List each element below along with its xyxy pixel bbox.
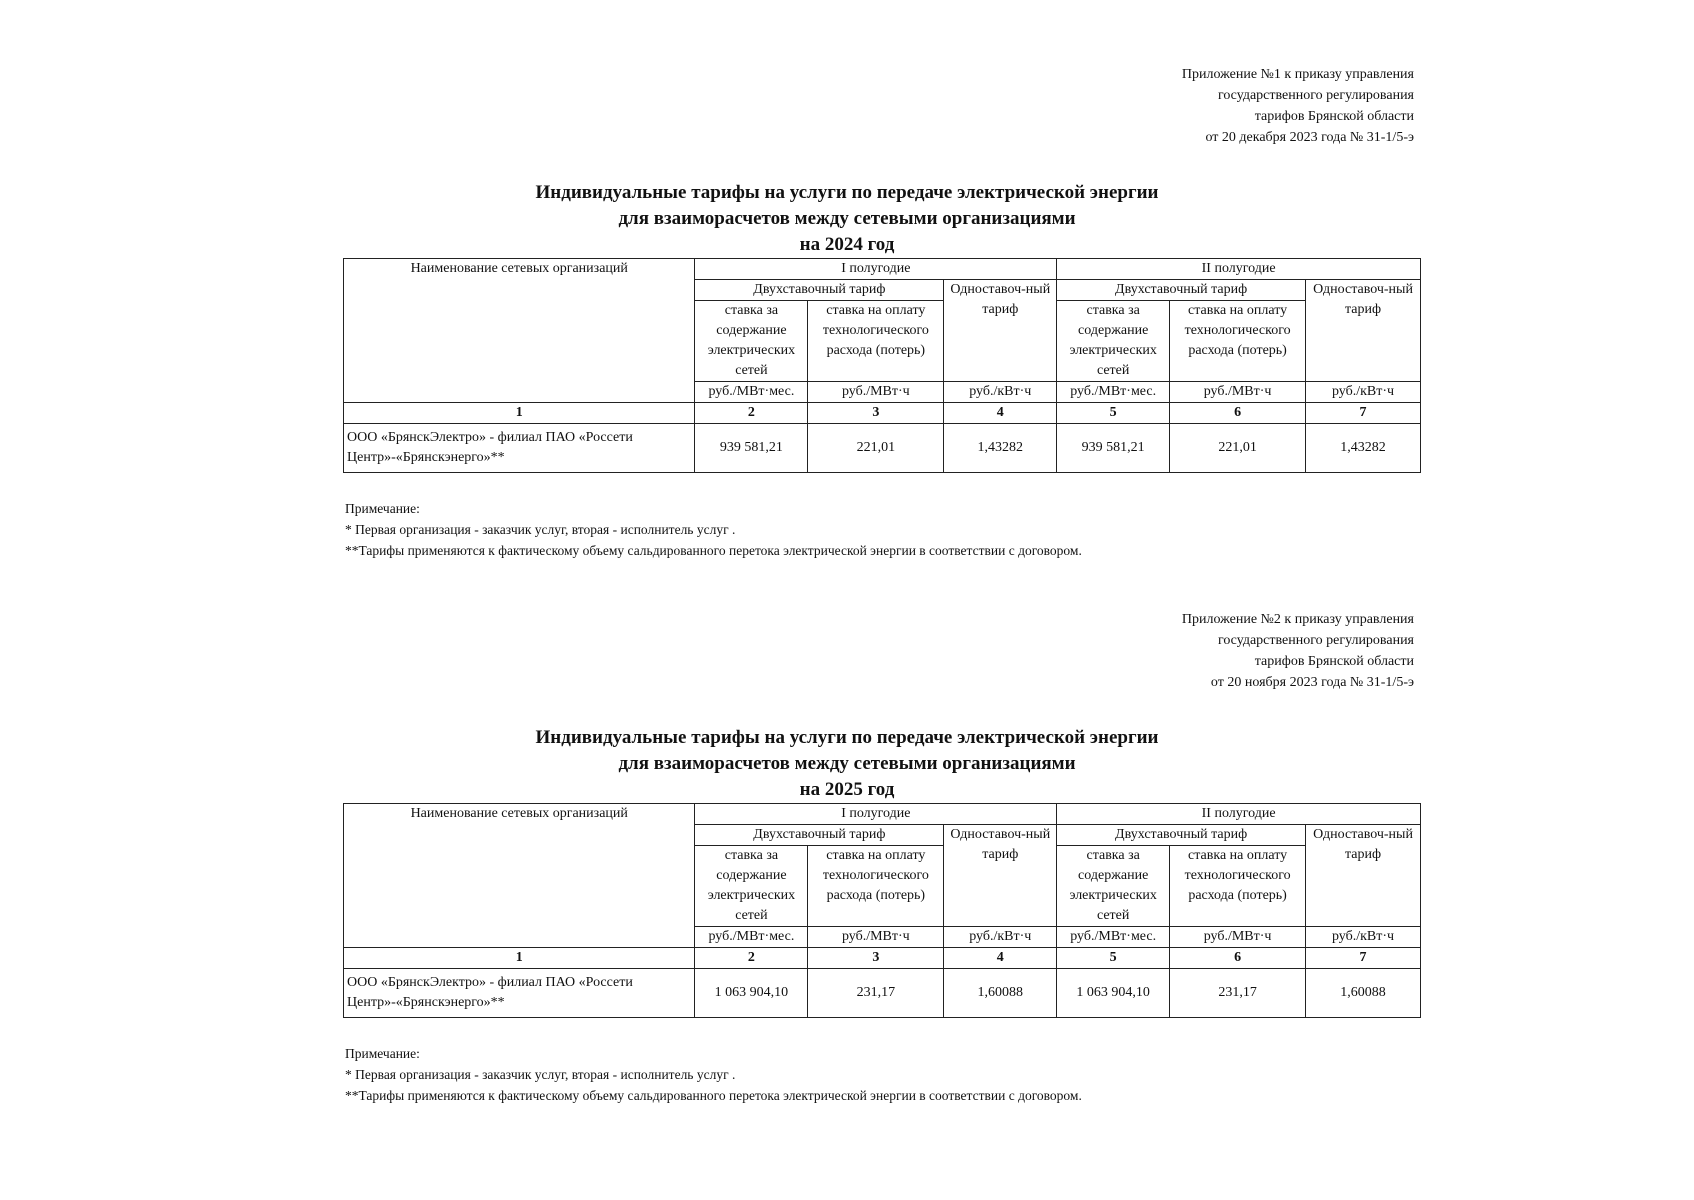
title-line: для взаиморасчетов между сетевыми организациями bbox=[618, 208, 1076, 229]
header-half-2: II полугодие bbox=[1057, 259, 1421, 280]
header-two-rate: Двухставочный тариф bbox=[1057, 280, 1306, 301]
table-row bbox=[344, 969, 1421, 1018]
column-number: 5 bbox=[1057, 403, 1170, 424]
header-maintenance-rate: ставка за содержание электрических сетей bbox=[695, 301, 808, 382]
appendix-line: государственного регулирования bbox=[1217, 88, 1414, 103]
header-one-rate: Одноставоч-ный тариф bbox=[944, 280, 1057, 382]
unit-cell: руб./кВт·ч bbox=[944, 382, 1057, 403]
header-org-name: Наименование сетевых организаций bbox=[344, 804, 695, 948]
value-cell: 221,01 bbox=[1170, 424, 1306, 473]
value-cell: 939 581,21 bbox=[1057, 424, 1170, 473]
header-one-rate: Одноставоч-ный тариф bbox=[1306, 280, 1421, 382]
appendix-line: Приложение №2 к приказу управления bbox=[1181, 612, 1414, 627]
column-number: 4 bbox=[944, 403, 1057, 424]
appendix-line: от 20 декабря 2023 года № 31-1/5-э bbox=[1205, 130, 1414, 145]
note-line: * Первая организация - заказчик услуг, вторая - исполнитель услуг . bbox=[345, 522, 736, 537]
header-org-name: Наименование сетевых организаций bbox=[344, 259, 695, 403]
notes bbox=[345, 1043, 1082, 1106]
header-two-rate: Двухставочный тариф bbox=[695, 280, 944, 301]
header-maintenance-rate: ставка за содержание электрических сетей bbox=[695, 846, 808, 927]
unit-cell: руб./кВт·ч bbox=[1306, 382, 1421, 403]
note-line: Примечание: bbox=[345, 1046, 420, 1061]
unit-cell: руб./МВт·ч bbox=[1170, 927, 1306, 948]
unit-cell: руб./МВт·ч bbox=[1170, 382, 1306, 403]
unit-cell: руб./МВт·ч bbox=[808, 927, 944, 948]
column-number: 3 bbox=[808, 403, 944, 424]
tariff-table bbox=[343, 803, 1421, 1018]
table-row bbox=[344, 424, 1421, 473]
header-losses-rate: ставка на оплату технологического расхода (потерь) bbox=[808, 301, 944, 382]
note-line: Примечание: bbox=[345, 501, 420, 516]
value-cell: 1,60088 bbox=[1306, 969, 1421, 1018]
title-line: на 2024 год bbox=[799, 234, 895, 255]
header-two-rate: Двухставочный тариф bbox=[695, 825, 944, 846]
note-line: * Первая организация - заказчик услуг, вторая - исполнитель услуг . bbox=[345, 1067, 736, 1082]
appendix-line: тарифов Брянской области bbox=[1254, 654, 1414, 669]
appendix-reference bbox=[1182, 64, 1414, 148]
column-number: 6 bbox=[1170, 948, 1306, 969]
header-one-rate: Одноставоч-ный тариф bbox=[1306, 825, 1421, 927]
org-name-cell: ООО «БрянскЭлектро» - филиал ПАО «Россети Центр»-«Брянскэнерго»** bbox=[344, 424, 695, 473]
unit-cell: руб./МВт·мес. bbox=[695, 382, 808, 403]
appendix-reference bbox=[1182, 609, 1414, 693]
org-name-cell: ООО «БрянскЭлектро» - филиал ПАО «Россети Центр»-«Брянскэнерго»** bbox=[344, 969, 695, 1018]
value-cell: 939 581,21 bbox=[695, 424, 808, 473]
column-number: 7 bbox=[1306, 948, 1421, 969]
header-losses-rate: ставка на оплату технологического расхода (потерь) bbox=[1170, 846, 1306, 927]
value-cell: 1,60088 bbox=[944, 969, 1057, 1018]
column-number: 2 bbox=[695, 948, 808, 969]
value-cell: 221,01 bbox=[808, 424, 944, 473]
value-cell: 231,17 bbox=[808, 969, 944, 1018]
value-cell: 1 063 904,10 bbox=[1057, 969, 1170, 1018]
title-line: на 2025 год bbox=[799, 779, 895, 800]
value-cell: 1,43282 bbox=[944, 424, 1057, 473]
header-losses-rate: ставка на оплату технологического расхода (потерь) bbox=[808, 846, 944, 927]
tariff-table bbox=[343, 258, 1421, 473]
appendix-line: от 20 ноября 2023 года № 31-1/5-э bbox=[1210, 675, 1414, 690]
column-number: 1 bbox=[344, 403, 695, 424]
header-half-1: I полугодие bbox=[695, 804, 1057, 825]
header-half-1: I полугодие bbox=[695, 259, 1057, 280]
appendix-line: государственного регулирования bbox=[1217, 633, 1414, 648]
header-losses-rate: ставка на оплату технологического расхода (потерь) bbox=[1170, 301, 1306, 382]
title-line: Индивидуальные тарифы на услуги по передаче электрической энергии bbox=[535, 182, 1159, 203]
column-number: 5 bbox=[1057, 948, 1170, 969]
title-line: Индивидуальные тарифы на услуги по передаче электрической энергии bbox=[535, 727, 1159, 748]
header-two-rate: Двухставочный тариф bbox=[1057, 825, 1306, 846]
title-line: для взаиморасчетов между сетевыми организациями bbox=[618, 753, 1076, 774]
column-number: 3 bbox=[808, 948, 944, 969]
header-one-rate: Одноставоч-ный тариф bbox=[944, 825, 1057, 927]
value-cell: 1 063 904,10 bbox=[695, 969, 808, 1018]
unit-cell: руб./МВт·ч bbox=[808, 382, 944, 403]
unit-cell: руб./кВт·ч bbox=[1306, 927, 1421, 948]
document-title bbox=[0, 180, 1694, 258]
unit-cell: руб./МВт·мес. bbox=[695, 927, 808, 948]
value-cell: 231,17 bbox=[1170, 969, 1306, 1018]
unit-cell: руб./МВт·мес. bbox=[1057, 927, 1170, 948]
value-cell: 1,43282 bbox=[1306, 424, 1421, 473]
appendix-line: Приложение №1 к приказу управления bbox=[1181, 67, 1414, 82]
notes bbox=[345, 498, 1082, 561]
unit-cell: руб./кВт·ч bbox=[944, 927, 1057, 948]
column-number: 7 bbox=[1306, 403, 1421, 424]
document-title bbox=[0, 725, 1694, 803]
column-number: 2 bbox=[695, 403, 808, 424]
header-maintenance-rate: ставка за содержание электрических сетей bbox=[1057, 301, 1170, 382]
unit-cell: руб./МВт·мес. bbox=[1057, 382, 1170, 403]
column-number: 6 bbox=[1170, 403, 1306, 424]
column-number: 4 bbox=[944, 948, 1057, 969]
appendix-line: тарифов Брянской области bbox=[1254, 109, 1414, 124]
note-line: **Тарифы применяются к фактическому объему сальдированного перетока электрической энергии в соответствии с договором. bbox=[345, 1088, 1082, 1103]
column-number: 1 bbox=[344, 948, 695, 969]
header-maintenance-rate: ставка за содержание электрических сетей bbox=[1057, 846, 1170, 927]
header-half-2: II полугодие bbox=[1057, 804, 1421, 825]
note-line: **Тарифы применяются к фактическому объему сальдированного перетока электрической энергии в соответствии с договором. bbox=[345, 543, 1082, 558]
